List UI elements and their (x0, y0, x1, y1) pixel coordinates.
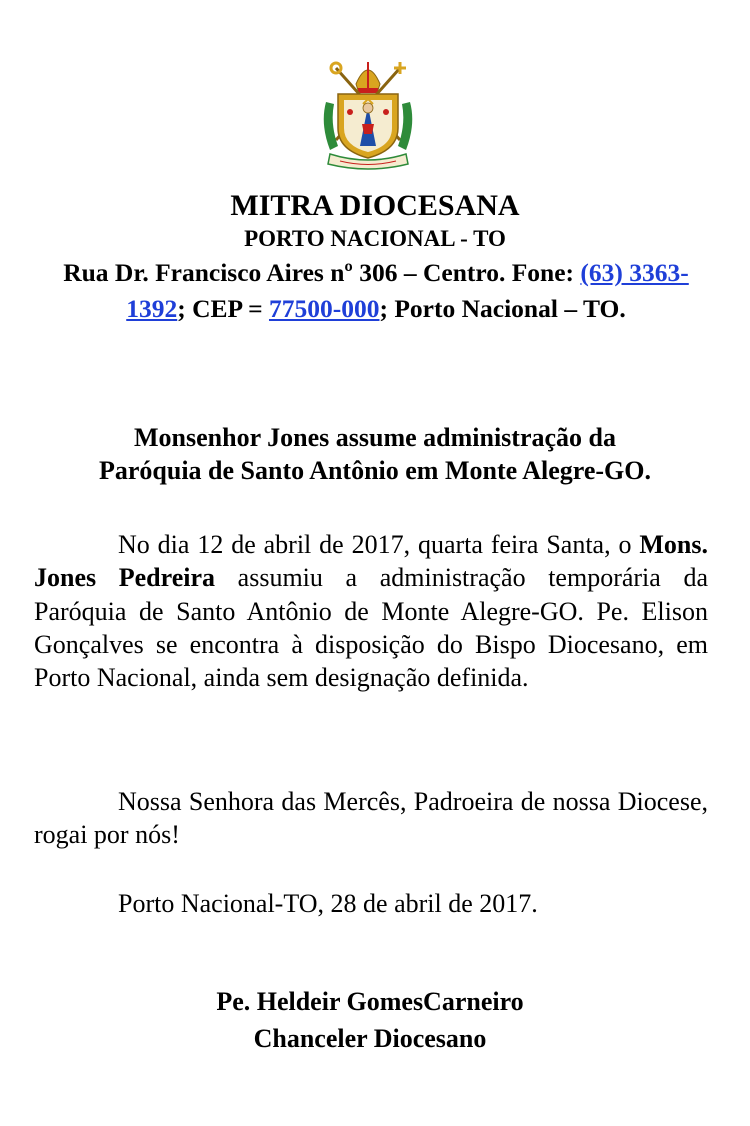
body-paragraph-2: Nossa Senhora das Mercês, Padroeira de nossa Diocese, rogai por nós! (34, 787, 708, 850)
body-paragraph-1 (34, 528, 708, 694)
address-prefix: Rua Dr. Francisco Aires nº 306 – Centro. Fone: (63, 258, 581, 287)
dateline: Porto Nacional-TO, 28 de abril de 2017. (118, 889, 538, 918)
signer-name: Pe. Heldeir GomesCarneiro (216, 987, 524, 1016)
org-city: PORTO NACIONAL - TO (244, 226, 506, 251)
phone-link[interactable]: (63) 3363-1392 (126, 258, 689, 323)
paragraph-1-name: Mons. Jones Pedreira (34, 530, 708, 593)
address-middle: ; CEP = (177, 294, 269, 323)
address-block (36, 255, 716, 327)
address-suffix: ; Porto Nacional – TO. (379, 294, 626, 323)
signer-title: Chanceler Diocesano (253, 1024, 487, 1053)
diocesan-coat-of-arms-icon (316, 54, 420, 172)
headline (28, 421, 722, 487)
cep-link[interactable]: 77500-000 (268, 294, 380, 323)
paragraph-1-end: assumiu a administração temporária da Paróquia de Santo Antônio de Monte Alegre-GO. Pe. Elison Gonçalves se encontra à disposição do Bispo Diocesano, em Porto Nacional, ainda sem designação definida. (34, 563, 709, 693)
headline-line-1: Monsenhor Jones assume administração da (133, 423, 616, 452)
org-name: MITRA DIOCESANA (230, 189, 520, 222)
headline-line-2: Paróquia de Santo Antônio em Monte Alegre-GO. (98, 456, 651, 485)
paragraph-1-start: No dia 12 de abril de 2017, quarta feira Santa, o (118, 530, 640, 559)
